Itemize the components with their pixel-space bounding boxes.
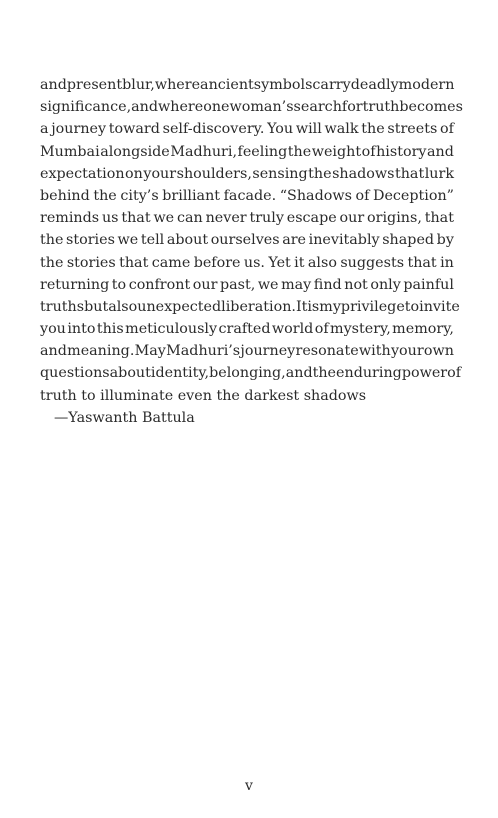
word: shadows [332, 165, 395, 182]
word: invite [419, 298, 460, 315]
word: resonate [295, 343, 359, 360]
word: belonging, [209, 365, 286, 382]
word: returning [40, 276, 110, 293]
author-signature: —Yaswanth Battula [54, 409, 195, 426]
word: can [176, 210, 203, 227]
word: one [203, 99, 230, 116]
word: journey [240, 343, 296, 360]
word: modern [398, 77, 455, 93]
word: significance, [40, 99, 132, 116]
word: is [307, 298, 320, 315]
text-line [40, 207, 454, 229]
word: carry [312, 77, 351, 93]
word: Deception” [373, 187, 454, 204]
word: expectation [40, 165, 125, 182]
word: Madhuri, [170, 143, 237, 160]
word: our [192, 276, 218, 293]
word: brilliant [162, 187, 221, 204]
word: lurk [424, 165, 454, 182]
word: meticulously [125, 321, 218, 338]
word: Mumbai [40, 143, 100, 160]
word: and [131, 99, 159, 116]
text-line [40, 318, 454, 340]
word: also [108, 298, 138, 315]
word: questions [40, 365, 110, 382]
word: where [158, 99, 204, 116]
word: streets [387, 121, 438, 138]
word: truly [249, 210, 284, 227]
word: enduring [336, 365, 402, 382]
word: the [287, 143, 312, 160]
word: the [40, 232, 64, 249]
word: truth to illuminate even the darkest shadows [40, 387, 367, 404]
paragraph-lines [40, 74, 463, 407]
word: that [394, 165, 425, 182]
word: you [40, 321, 66, 338]
word: inevitably [308, 232, 380, 249]
word: it [294, 254, 305, 271]
word: crafted [218, 321, 271, 338]
word: truth [362, 99, 400, 116]
word: “Shadows [279, 187, 352, 204]
word: for [341, 99, 363, 116]
word: stories [66, 232, 115, 249]
word: weight [311, 143, 362, 160]
word: shaped [382, 232, 435, 249]
word: origins, [367, 210, 422, 227]
word: confront [128, 276, 191, 293]
word: by [436, 232, 454, 249]
word: this [96, 321, 124, 338]
word: woman’s [229, 99, 294, 116]
word: never [205, 210, 247, 227]
text-line [40, 340, 454, 362]
text-line [40, 296, 460, 318]
word: present [66, 77, 123, 93]
word: our [339, 210, 365, 227]
word: It [295, 298, 308, 315]
word: walk [324, 121, 359, 138]
word: of [440, 121, 454, 138]
word: your [143, 165, 177, 182]
word: world [271, 321, 314, 338]
word: becomes [399, 99, 463, 116]
word: truths [40, 298, 85, 315]
word: we [257, 276, 279, 293]
word: we [117, 232, 139, 249]
word: shoulders, [176, 165, 252, 182]
page-number: v [245, 778, 253, 794]
word: self-discovery. [162, 121, 265, 138]
word: unexpected [137, 298, 222, 315]
word: that [424, 210, 454, 227]
word: of [447, 365, 462, 382]
text-line [40, 163, 454, 185]
word: search [293, 99, 342, 116]
word: the [40, 254, 64, 271]
word: behind [40, 187, 90, 204]
word: liberation. [221, 298, 296, 315]
text-line [40, 274, 454, 296]
word: a [40, 121, 49, 138]
word: but [84, 298, 109, 315]
word: about [166, 232, 209, 249]
word: meaning. [67, 343, 135, 360]
text-line [40, 385, 454, 407]
word: feeling [237, 143, 288, 160]
word: mystery, [330, 321, 391, 338]
word: Yet [268, 254, 291, 271]
word: the [312, 365, 337, 382]
word: deadly [350, 77, 399, 93]
word: power [401, 365, 448, 382]
word: with [358, 343, 391, 360]
word: and [40, 343, 67, 360]
word: suggests [340, 254, 405, 271]
preface-text [40, 74, 463, 429]
word: before [193, 254, 241, 271]
word: own [423, 343, 454, 360]
word: reminds [40, 210, 100, 227]
text-line [40, 229, 454, 251]
word: ourselves [210, 232, 280, 249]
word: Madhuri’s [166, 343, 241, 360]
word: city’s [120, 187, 159, 204]
word: will [295, 121, 322, 138]
word: alongside [100, 143, 170, 160]
word: we [153, 210, 175, 227]
word: toward [108, 121, 160, 138]
word: and [427, 143, 454, 160]
word: ancient [200, 77, 254, 93]
word: identity, [150, 365, 210, 382]
word: us [101, 210, 119, 227]
word: find [313, 276, 342, 293]
word: blur, [122, 77, 155, 93]
word: past, [219, 276, 256, 293]
word: the [361, 121, 385, 138]
word: only [370, 276, 401, 293]
word: your [390, 343, 424, 360]
word: to [404, 298, 420, 315]
word: escape [286, 210, 337, 227]
word: that [121, 210, 151, 227]
word: where [154, 77, 201, 93]
text-line [40, 362, 462, 384]
word: and [40, 77, 67, 93]
word: are [282, 232, 307, 249]
word: into [67, 321, 96, 338]
word: sensing [252, 165, 308, 182]
word: of [361, 143, 376, 160]
word: the [93, 187, 117, 204]
word: of [314, 321, 329, 338]
text-line [40, 96, 463, 118]
word: came [151, 254, 191, 271]
text-line [40, 118, 454, 140]
word: to [111, 276, 127, 293]
word: the [308, 165, 332, 182]
word: history [376, 143, 427, 160]
word: tell [140, 232, 165, 249]
word: my [319, 298, 341, 315]
word: painful [403, 276, 454, 293]
word: in [440, 254, 454, 271]
word: on [125, 165, 143, 182]
word: privilege [340, 298, 405, 315]
word: and [285, 365, 313, 382]
word: May [134, 343, 166, 360]
word: memory, [392, 321, 454, 338]
word: journey [51, 121, 107, 138]
word: You [267, 121, 294, 138]
word: stories [66, 254, 116, 271]
text-line [40, 74, 454, 96]
word: not [344, 276, 368, 293]
word: about [109, 365, 151, 382]
text-line [40, 252, 454, 274]
word: that [119, 254, 149, 271]
word: facade. [223, 187, 277, 204]
word: that [407, 254, 437, 271]
word: symbols [253, 77, 313, 93]
word: also [307, 254, 337, 271]
text-line [40, 185, 454, 207]
word: may [281, 276, 312, 293]
word: us. [243, 254, 265, 271]
text-line [40, 141, 454, 163]
word: of [355, 187, 370, 204]
